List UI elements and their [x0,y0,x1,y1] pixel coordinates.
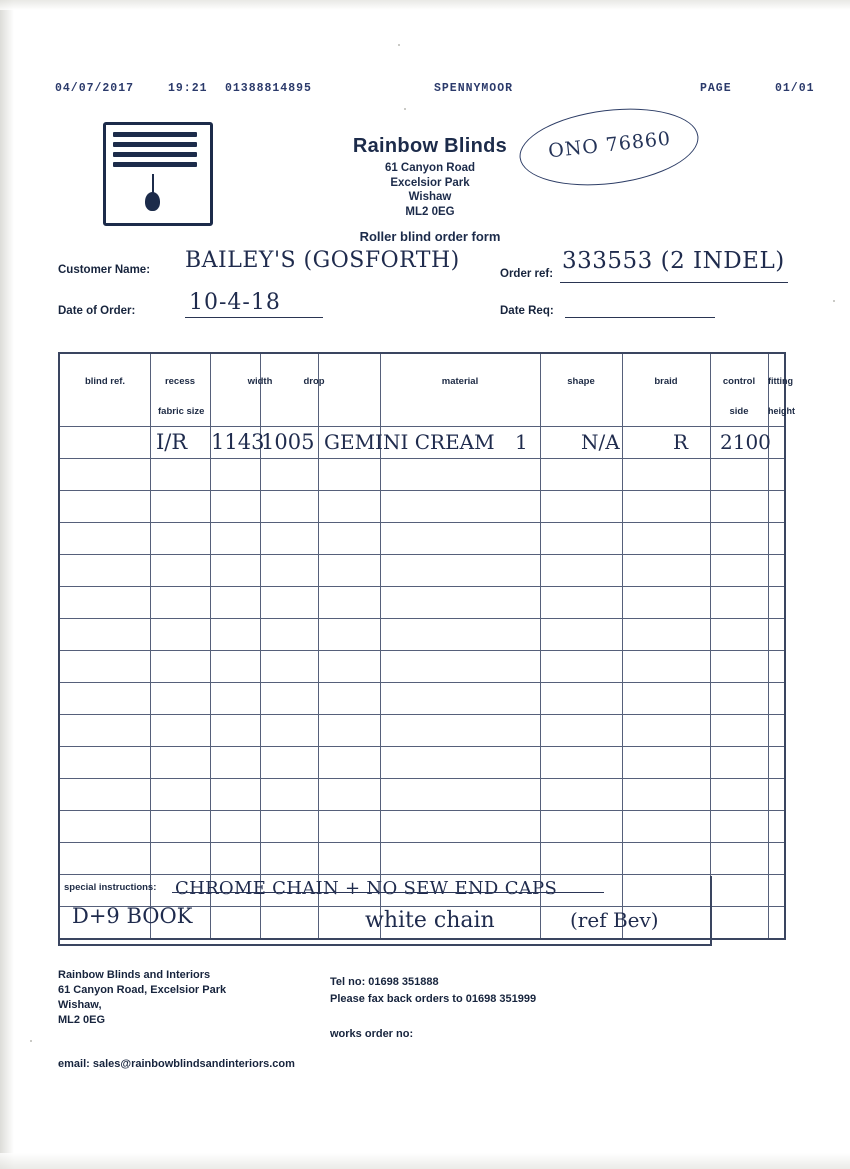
company-address-line1: 61 Canyon Road [384,162,476,174]
col-subheader-height: height [768,406,795,416]
date-req-label: Date Req: [500,305,554,317]
footer-postcode: ML2 0EG [58,1014,106,1026]
col-header-shape: shape [567,376,595,387]
order-ref-value: 333553 (2 INDEL) [562,248,785,274]
date-of-order-value: 10-4-18 [189,290,281,315]
cell-braid: N/A [581,430,620,454]
customer-name-value: BAILEY'S (GOSFORTH) [185,248,460,273]
footer-company-block [58,968,226,1028]
cell-control: R [673,430,689,454]
special-instructions-struck-text: CHROME CHAIN + NO SEW END CAPS [175,878,558,899]
special-instructions-line2-right: (ref Bev) [570,908,659,932]
cell-material: GEMINI CREAM [324,430,495,454]
footer-town: Wishaw, [58,999,102,1011]
scan-edge-left [0,0,14,1169]
fax-date: 04/07/2017 [55,82,135,95]
date-of-order-label: Date of Order: [58,305,136,317]
footer-address: 61 Canyon Road, Excelsior Park [58,984,227,996]
cell-fitting: 2100 [720,430,771,454]
cell-drop: 1005 [261,430,315,454]
customer-name-label: Customer Name: [58,264,151,276]
footer-contact-block [330,974,536,1008]
order-table [58,352,795,940]
company-address-line3: Wishaw [408,191,452,203]
col-header-material: material [441,376,479,387]
col-header-recess: recess [164,376,196,387]
footer-fax-note: Please fax back orders to 01698 351999 [330,993,537,1005]
scan-edge-bottom [0,1153,850,1169]
cell-width: 1143 [211,430,265,454]
col-header-blind-ref: blind ref. [84,376,126,387]
handwritten-note-text: ONO 76860 [547,127,673,163]
fax-time: 19:21 [168,82,208,95]
special-instructions-label: special instructions: [64,882,157,893]
col-subheader-fabric-size: fabric size [158,406,205,417]
company-name: Rainbow Blinds [352,135,508,157]
col-header-width: width [247,376,273,387]
scan-edge-top [0,0,850,10]
company-address-line2: Excelsior Park [390,176,470,189]
form-title: Roller blind order form [359,229,501,244]
fax-location: SPENNYMOOR [434,82,514,95]
special-instructions-line2-left: D+9 BOOK [72,904,193,928]
fax-number: 01388814895 [225,82,312,95]
footer-email: email: sales@rainbowblindsandinteriors.com [58,1058,295,1070]
col-header-braid: braid [654,376,678,387]
col-header-fitting: fitting [768,376,793,386]
col-header-control: control [722,376,756,387]
footer-tel: Tel no: 01698 351888 [330,976,439,988]
col-subheader-side: side [729,406,749,417]
fax-page-label: PAGE [700,82,732,95]
cell-shape: 1 [515,430,528,454]
fax-page-value: 01/01 [775,82,815,95]
company-postcode: ML2 0EG [405,205,455,218]
roller-blind-logo-icon [103,122,207,220]
col-header-drop: drop [303,376,325,387]
footer-works-order-label: works order no: [330,1028,414,1040]
cell-recess: I/R [156,430,188,454]
order-ref-label: Order ref: [500,268,554,280]
footer-company-name: Rainbow Blinds and Interiors [58,969,211,981]
special-instructions-line2-mid: white chain [365,908,495,933]
